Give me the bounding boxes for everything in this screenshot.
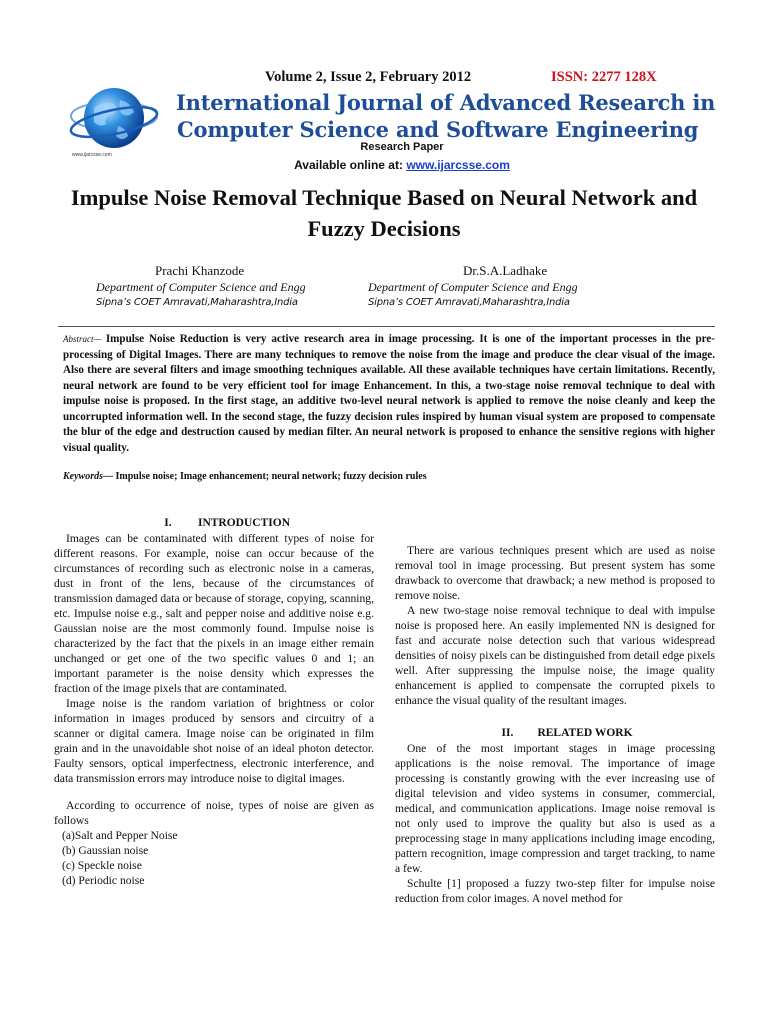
author-department: Department of Computer Science and Engg [96,280,306,294]
issn-number: ISSN: 2277 128X [551,69,657,85]
abstract-text: Impulse Noise Reduction is very active research area in image processing. It is one of the important processes in the pre-processing of Digital Images. There are many techniques to remove the noise from the image and produce the clear visual of the image. Also there are several filters and image smoothing techniques available. All these available techniques have certain limitations. Recently, neural network are found to be very efficient tool for image Enhancement. In this, a two-stage noise removal technique to deal with impulse noise is proposed. In the first stage, an additive two-level neural network is applied to remove the noise cleanly and keep the uncorrupted information well. In the second stage, the fuzzy decision rules inspired by human visual system are proposed to compensate the blur of the edge and destruction caused by median filter. An neural network is proposed to enhance the sensitive regions with higher visual quality. [63,333,715,454]
availability-prefix: Available online at: [294,158,407,172]
paragraph: A new two-stage noise removal technique to deal with impulse noise is proposed here. An easily implemented NN is designed for fast and accurate noise detection such that various widespread densities of noisy pixels can be distinguished from detail edge pixels well. After suppressing the impulse noise, the image quality enhancement is applied to compensate the corrupted pixels to enhance the visual quality of the resultant images. [395,604,715,707]
keywords-dash: — [103,471,116,482]
journal-title-line1: International Journal of Advanced Research in [176,90,716,115]
author-name: Prachi Khanzode [155,263,245,278]
author-block-1 [96,263,356,311]
section-number: I. [164,517,172,529]
list-item: (d) Periodic noise [62,874,145,887]
section-heading-introduction [54,516,374,531]
author-block-2 [368,263,648,311]
section-title: INTRODUCTION [197,517,290,529]
paragraph: According to occurrence of noise, types of noise are given as follows [54,799,374,827]
paragraph: There are various techniques present which are used as noise removal tool in image processing. But present system has some drawback to overcome that drawback; a new method is proposed to remove noise. [395,544,715,602]
logo-url-caption: www.ijarcsse.com [72,152,112,158]
availability-line [0,158,768,172]
author-name: Dr.S.A.Ladhake [463,263,548,278]
abstract-label: Abstract [63,334,94,344]
keywords [63,471,715,482]
paragraph: Images can be contaminated with different types of noise for different reasons. For example, noise can occur because of the circumstances of recording such as electronic noise in a cameras, dust in front of the lens, because of the circumstances of transmission damaged data or because of storage, copying, scanning, etc. Impulse noise e.g., salt and pepper noise and additive noise e.g. Gaussian noise are the most commonly found. Impulse noise is characterized by the fact that the pixels in an image either remain unchanged or get one of the two specific values 0 and 1; an important parameter is the noise density which expresses the fraction of the image pixels that are contaminated. [54,532,374,695]
right-column [395,543,715,906]
journal-title-line2: Computer Science and Software Engineering [177,117,699,142]
author-institution: Sipna’s COET Amravati,Maharashtra,India [368,297,570,308]
author-department: Department of Computer Science and Engg [368,280,578,294]
abstract-divider [58,326,715,327]
list-item: (b) Gaussian noise [62,844,149,857]
paragraph: Image noise is the random variation of brightness or color information in images produced by sensors and circuitry of a scanner or digital camera. Image noise can be originated in film grain and in the unavoidable shot noise of an ideal photon detector. Faulty sensors, optical imperfectness, electronic interference, and data transmission errors may introduce noise to digital images. [54,697,374,785]
paper-type: Research Paper [360,141,444,153]
paragraph: Schulte [1] proposed a fuzzy two-step filter for impulse noise reduction from color images. A novel method for [395,877,715,905]
section-title: RELATED WORK [537,727,633,739]
list-item: (c) Speckle noise [62,859,142,872]
keywords-label: Keywords [63,471,103,482]
volume-issue: Volume 2, Issue 2, February 2012 [265,69,472,85]
paragraph: One of the most important stages in image processing applications is the noise removal. The importance of image processing is constantly growing with the ever increasing use of digital television and video systems in consumer, commercial, medical, and communication applications. Image noise removal is not only used to improve the quality but also is used as a preprocessing stage in many applications including image encoding, pattern recognition, image compression and target tracking, to name a few. [395,742,715,875]
abstract [63,332,715,456]
journal-website-link[interactable]: www.ijarcsse.com [406,158,510,172]
keywords-text: Impulse noise; Image enhancement; neural network; fuzzy decision rules [115,471,427,482]
author-institution: Sipna’s COET Amravati,Maharashtra,India [96,297,298,308]
list-item: (a)Salt and Pepper Noise [62,829,178,842]
noise-type-list [54,828,374,888]
paper-title: Impulse Noise Removal Technique Based on Neural Network and Fuzzy Decisions [70,185,698,241]
abstract-dash: — [93,334,106,344]
section-heading-related-work [395,726,715,741]
section-number: II. [501,727,514,739]
left-column [54,516,374,888]
